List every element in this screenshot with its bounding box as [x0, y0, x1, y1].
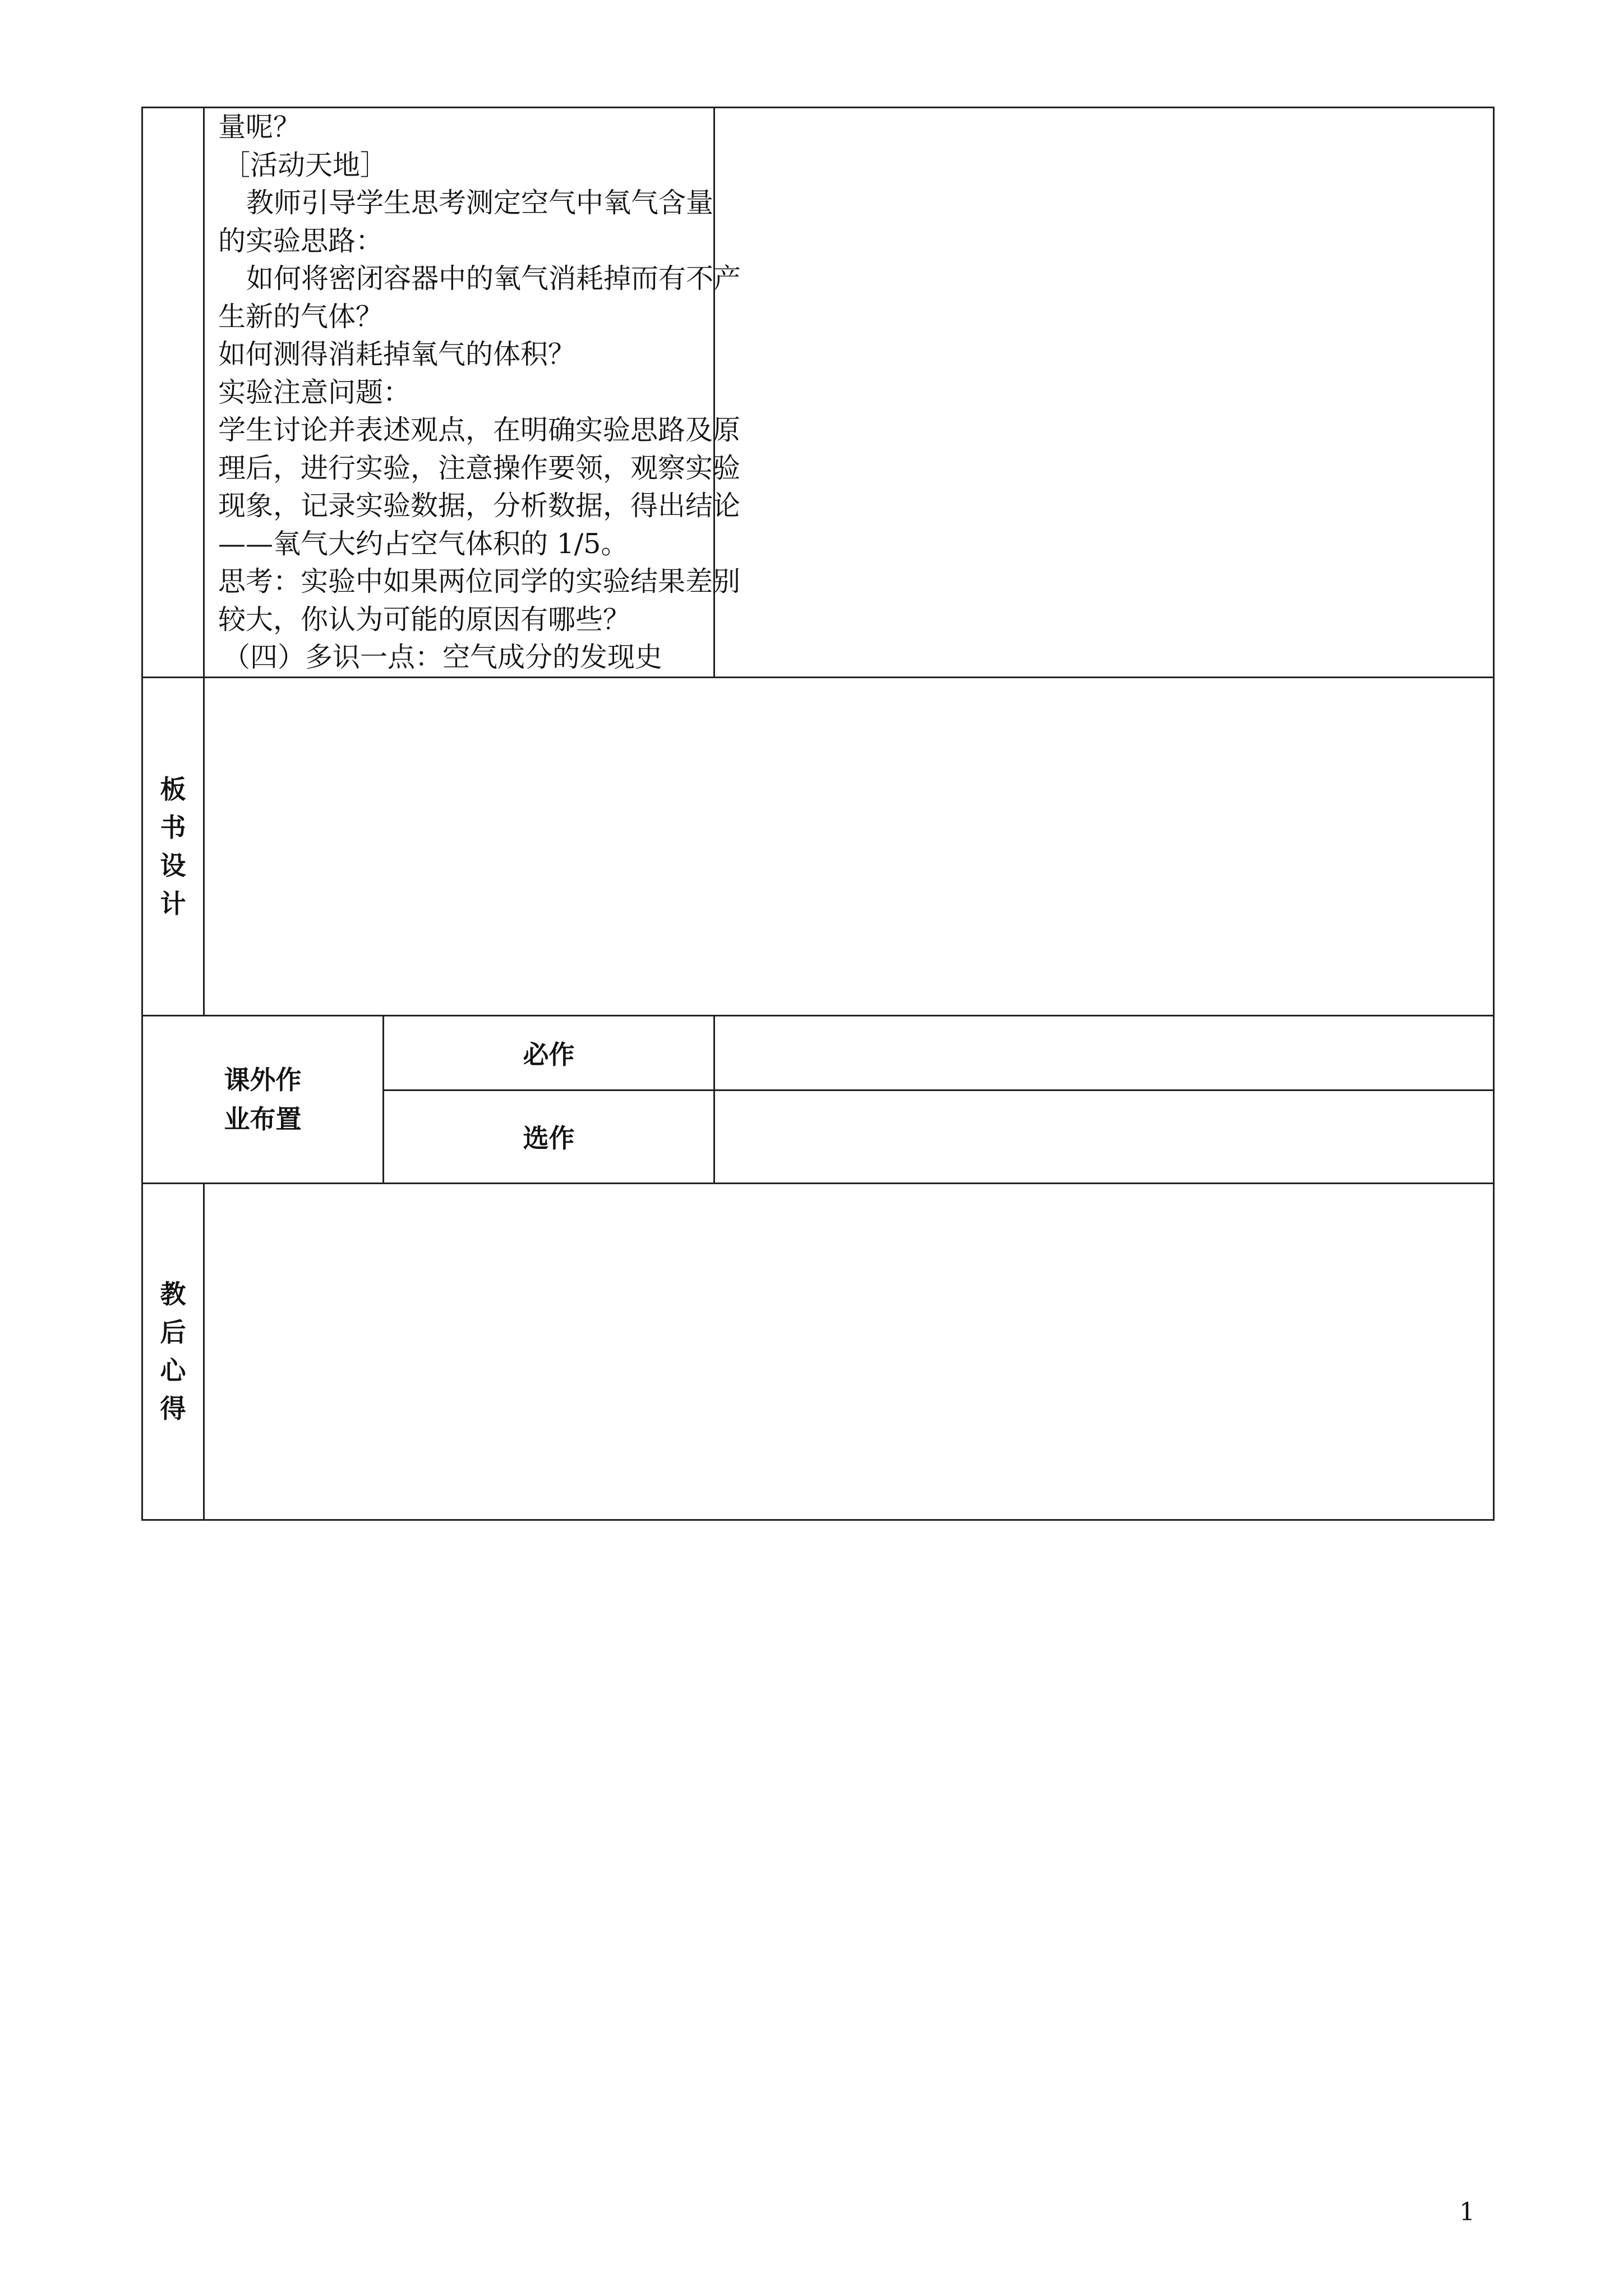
board-design-label-char: 书 [160, 812, 186, 843]
board-design-label-char: 计 [160, 888, 186, 919]
lesson-line: ——氧气大约占空气体积的 1/5。 [218, 527, 629, 560]
lesson-plan-table [141, 107, 1495, 1521]
reflection-label-char: 后 [160, 1317, 186, 1347]
board-design-row [142, 677, 1494, 1015]
homework-required-row [142, 1015, 1494, 1090]
homework-required-content [714, 1015, 1494, 1090]
reflection-label [142, 1183, 204, 1520]
board-design-label-char: 板 [160, 774, 186, 804]
homework-label-line: 业布置 [224, 1103, 302, 1134]
reflection-label-char: 教 [160, 1279, 186, 1309]
reflection-content [204, 1183, 1494, 1520]
lesson-row [142, 108, 1494, 678]
reflection-label-char: 心 [160, 1355, 186, 1386]
lesson-line: （四）多识一点：空气成分的发现史 [223, 641, 663, 673]
lesson-line: 思考：实验中如果两位同学的实验结果差别 [218, 565, 741, 597]
homework-optional-content [714, 1090, 1494, 1183]
lesson-line: 如何测得消耗掉氧气的体积？ [218, 338, 576, 370]
lesson-notes-cell [714, 108, 1494, 678]
lesson-line: 如何将密闭容器中的氧气消耗掉而有不产 [246, 263, 741, 295]
lesson-line: ［活动天地］ [223, 149, 388, 181]
lesson-line: 量呢？ [218, 111, 301, 143]
lesson-line: 现象，记录实验数据，分析数据，得出结论 [218, 490, 741, 522]
reflection-row [142, 1183, 1494, 1520]
lesson-label-cell [142, 108, 204, 678]
lesson-content-cell [204, 108, 741, 678]
homework-label [142, 1015, 384, 1183]
homework-required-label: 必作 [384, 1015, 714, 1090]
lesson-text [218, 108, 741, 677]
lesson-line: 实验注意问题： [218, 376, 411, 408]
board-design-label-char: 设 [160, 850, 186, 881]
board-design-content [204, 677, 1494, 1015]
reflection-label-char: 得 [160, 1393, 186, 1424]
lesson-line: 的实验思路： [218, 224, 384, 257]
lesson-line: 较大，你认为可能的原因有哪些？ [218, 603, 631, 636]
lesson-line: 学生讨论并表述观点，在明确实验思路及原 [218, 414, 741, 446]
page-number: 1 [1459, 2198, 1475, 2226]
lesson-line: 生新的气体？ [218, 300, 384, 333]
board-design-label [142, 677, 204, 1015]
homework-label-line: 课外作 [224, 1064, 302, 1095]
lesson-line: 教师引导学生思考测定空气中氧气含量 [246, 187, 714, 219]
lesson-line: 理后，进行实验，注意操作要领，观察实验 [218, 452, 741, 484]
homework-optional-label: 选作 [384, 1090, 714, 1183]
